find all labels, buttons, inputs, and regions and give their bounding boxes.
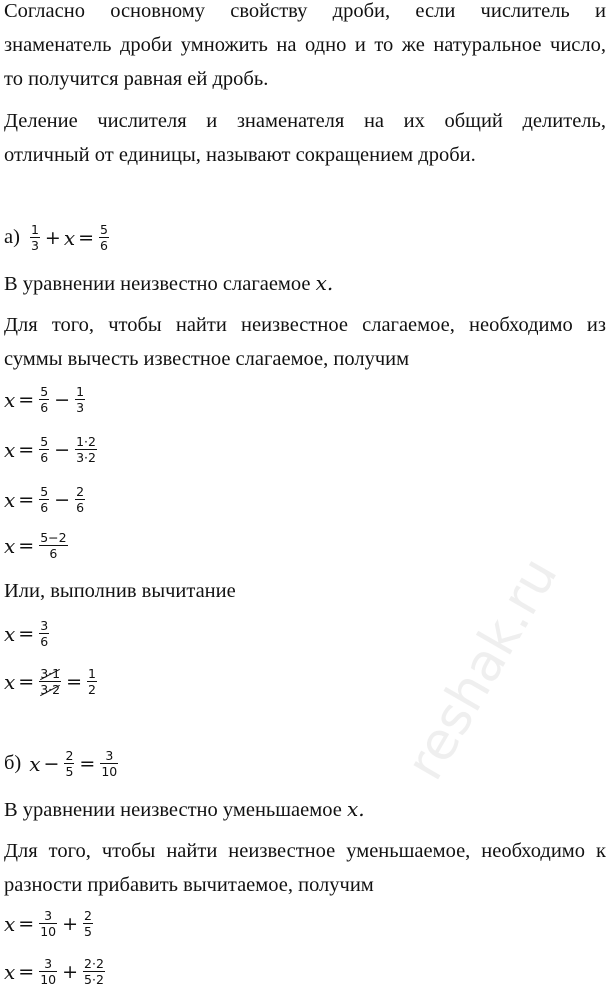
part-b-text-1 bbox=[4, 792, 606, 827]
variable-x: x bbox=[63, 225, 76, 250]
numerator: 1 bbox=[88, 666, 96, 681]
intro-line-4: Деление числителя и знаменателя на их общий делитель, bbox=[4, 110, 606, 132]
part-b-text-3: разности прибавить вычитаемое, получим bbox=[4, 874, 374, 896]
numerator: 3·1 bbox=[40, 666, 61, 681]
fraction bbox=[83, 956, 105, 987]
denominator: 6 bbox=[40, 450, 49, 465]
equals-sign: = bbox=[78, 226, 95, 249]
part-b-label: б) bbox=[4, 752, 22, 774]
denominator: 10 bbox=[40, 924, 57, 939]
intro-line-1: Согласно основному свойству дроби, если числитель и bbox=[4, 0, 606, 22]
fraction bbox=[39, 956, 57, 987]
part-b-equation bbox=[4, 748, 120, 779]
minus-sign: − bbox=[54, 388, 71, 411]
variable-x: x. bbox=[315, 271, 334, 295]
denominator: 2 bbox=[88, 682, 96, 697]
numerator: 2·2 bbox=[84, 956, 104, 971]
fraction bbox=[99, 222, 109, 253]
numerator: 5 bbox=[40, 434, 49, 449]
numerator: 3 bbox=[105, 748, 114, 763]
denominator: 5 bbox=[84, 924, 92, 939]
equals-sign: = bbox=[18, 622, 35, 645]
fraction bbox=[39, 908, 57, 939]
denominator: 3·2 bbox=[76, 450, 96, 465]
variable-x: x bbox=[4, 911, 16, 936]
equals-sign: = bbox=[18, 488, 35, 511]
minus-sign: − bbox=[54, 438, 71, 461]
numerator: 3 bbox=[44, 908, 53, 923]
equals-sign: = bbox=[18, 960, 35, 983]
part-a-text-2: Для того, чтобы найти неизвестное слагаемое, необходимо из bbox=[4, 314, 606, 336]
fraction-reduced bbox=[39, 666, 61, 697]
part-a-step-4 bbox=[4, 530, 70, 561]
part-a-label: а) bbox=[4, 226, 20, 248]
fraction bbox=[75, 484, 85, 515]
part-b-text-2: Для того, чтобы найти неизвестное уменьшаемое, необходимо к bbox=[4, 840, 606, 862]
fraction bbox=[39, 484, 49, 515]
equals-sign: = bbox=[66, 670, 83, 693]
plus-sign: + bbox=[44, 226, 61, 249]
fraction bbox=[75, 384, 85, 415]
plus-sign: + bbox=[62, 960, 79, 983]
denominator: 6 bbox=[40, 500, 49, 515]
text: В уравнении неизвестно слагаемое bbox=[4, 273, 311, 295]
denominator: 5·2 bbox=[84, 972, 104, 987]
part-b-step-2 bbox=[4, 956, 107, 987]
variable-x: x bbox=[4, 533, 16, 558]
part-a-step-6 bbox=[4, 666, 99, 697]
text: В уравнении неизвестно уменьшаемое bbox=[4, 799, 342, 821]
fraction bbox=[39, 384, 49, 415]
minus-sign: − bbox=[54, 488, 71, 511]
variable-x: x bbox=[4, 437, 16, 462]
equals-sign: = bbox=[18, 534, 35, 557]
minus-sign: − bbox=[43, 752, 60, 775]
denominator: 6 bbox=[76, 500, 85, 515]
plus-sign: + bbox=[62, 912, 79, 935]
equals-sign: = bbox=[18, 912, 35, 935]
part-b-step-1 bbox=[4, 908, 95, 939]
part-a-text-3: суммы вычесть известное слагаемое, получим bbox=[4, 348, 410, 370]
intro-line-5: отличный от единицы, называют сокращением дроби. bbox=[4, 144, 476, 166]
variable-x: x. bbox=[346, 797, 365, 821]
fraction bbox=[75, 434, 97, 465]
fraction bbox=[39, 618, 49, 649]
numerator: 2 bbox=[84, 908, 92, 923]
variable-x: x bbox=[4, 387, 16, 412]
numerator: 1·2 bbox=[76, 434, 96, 449]
denominator: 5 bbox=[65, 764, 74, 779]
numerator: 5 bbox=[100, 222, 108, 237]
fraction bbox=[87, 666, 97, 697]
fraction bbox=[83, 908, 93, 939]
fraction bbox=[39, 434, 49, 465]
numerator: 2 bbox=[76, 484, 85, 499]
denominator: 3 bbox=[30, 238, 39, 253]
denominator: 10 bbox=[101, 764, 118, 779]
equals-sign: = bbox=[18, 670, 35, 693]
part-a-text-1 bbox=[4, 266, 606, 301]
watermark: reshak.ru bbox=[395, 547, 570, 790]
intro-line-2: знаменатель дроби умножить на одно и то же натуральное число, bbox=[4, 34, 606, 56]
numerator: 3 bbox=[44, 956, 53, 971]
denominator: 3 bbox=[76, 400, 85, 415]
variable-x: x bbox=[4, 487, 16, 512]
fraction bbox=[39, 530, 67, 561]
fraction bbox=[100, 748, 118, 779]
part-a-step-3 bbox=[4, 484, 87, 515]
variable-x: x bbox=[4, 621, 16, 646]
denominator: 3·2 bbox=[40, 682, 61, 697]
equals-sign: = bbox=[18, 438, 35, 461]
equals-sign: = bbox=[18, 388, 35, 411]
variable-x: x bbox=[4, 959, 16, 984]
part-a-equation bbox=[4, 222, 111, 253]
part-a-step-2 bbox=[4, 434, 99, 465]
fraction bbox=[64, 748, 74, 779]
numerator: 1 bbox=[76, 384, 85, 399]
denominator: 10 bbox=[40, 972, 57, 987]
equals-sign: = bbox=[79, 752, 96, 775]
fraction bbox=[30, 222, 40, 253]
denominator: 6 bbox=[49, 546, 58, 561]
denominator: 6 bbox=[40, 400, 49, 415]
part-a-step-5 bbox=[4, 618, 51, 649]
denominator: 6 bbox=[100, 238, 108, 253]
numerator: 5 bbox=[40, 384, 49, 399]
intro-line-3: то получится равная ей дробь. bbox=[4, 68, 269, 90]
numerator: 1 bbox=[30, 222, 39, 237]
part-a-step-1 bbox=[4, 384, 87, 415]
numerator: 2 bbox=[65, 748, 74, 763]
variable-x: x bbox=[4, 669, 16, 694]
numerator: 3 bbox=[40, 618, 49, 633]
denominator: 6 bbox=[40, 634, 49, 649]
part-a-text-4: Или, выполнив вычитание bbox=[4, 580, 236, 602]
numerator: 5 bbox=[40, 484, 49, 499]
variable-x: x bbox=[29, 751, 41, 776]
numerator: 5−2 bbox=[40, 530, 67, 545]
